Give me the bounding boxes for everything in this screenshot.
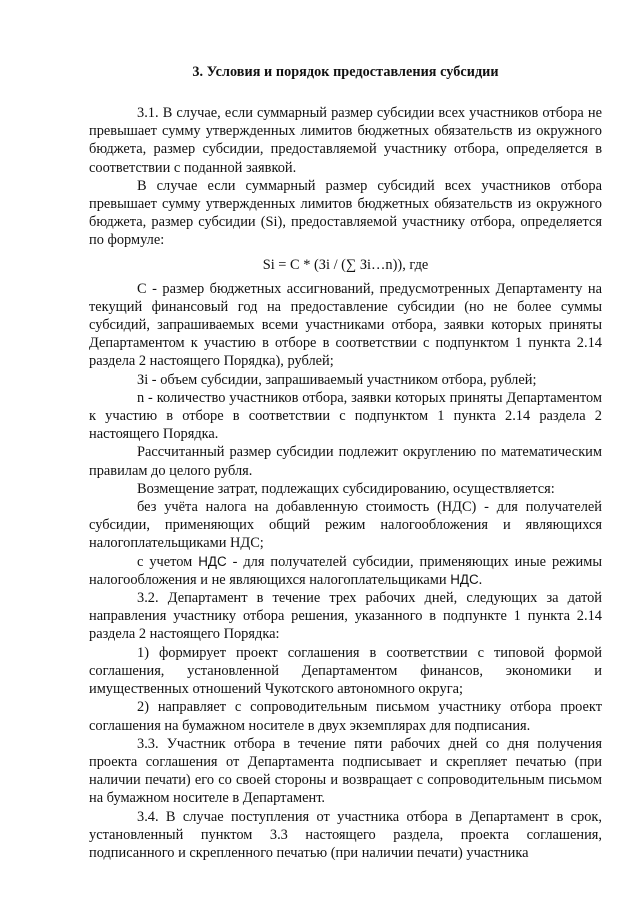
paragraph-3-1: 3.1. В случае, если суммарный размер субсидии всех участников отбора не превышает сумму утвержденных лимитов бюджетных обязательств из окружного бюджета, размер субсидии, предоставляемой участнику отбора, определяется в соответствии с поданной заявкой. xyxy=(89,105,602,176)
definition-zi: Зi - объем субсидии, запрашиваемый участником отбора, рублей; xyxy=(137,371,537,388)
definition-c: С - размер бюджетных ассигнований, предусмотренных Департаменту на текущий финансовый год на предоставление субсидии (но не более суммы субсидий, запрашиваемых всеми участниками отбора, заявки которых приняты Департаментом к участию в отборе в соответствии с подпунктом 1 пункта 2.14 раздела 2 настоящего Порядка), рублей; xyxy=(89,280,602,370)
paragraph-with-vat xyxy=(89,553,602,589)
list-item-1: 1) формирует проект соглашения в соответствии с типовой формой соглашения, установленной Департаментом финансов, экономики и имущественных отношений Чукотского автономного округа; xyxy=(89,644,602,698)
paragraph-3-3: 3.3. Участник отбора в течение пяти рабочих дней со дня получения проекта соглашения от Департамента подписывает и скрепляет печатью (при наличии печати) его со своей стороны и возвращает с сопроводительным письмом на бумажном носителе в Департамент. xyxy=(89,735,602,807)
with-vat-prefix: с учетом xyxy=(137,553,199,570)
subsidy-formula: Si = C * (Зi / (∑ Зi…n)), где xyxy=(262,256,429,273)
paragraph-without-vat: без учёта налога на добавленную стоимость (НДС) - для получателей субсидии, применяющих общий режим налогообложения и являющихся налогоплательщиками НДС; xyxy=(89,499,602,552)
with-vat-text: - для получателей субсидии, применяющих иные режимы налогообложения и не являющихся налогоплательщиками xyxy=(89,553,603,588)
paragraph-exceeds-limit: В случае если суммарный размер субсидий всех участников отбора превышает сумму утвержденных лимитов бюджетных обязательств из окружного бюджета, размер субсидии (Si), предоставляемой участнику отбора, определяется по формуле: xyxy=(89,177,602,249)
paragraph-rounding: Рассчитанный размер субсидии подлежит округлению по математическим правилам до целого рубля. xyxy=(89,444,602,479)
section-heading: 3. Условия и порядок предоставления субсидии xyxy=(192,64,499,80)
with-vat-period: . xyxy=(478,571,483,588)
vat-abbreviation-end: НДС xyxy=(450,571,479,587)
document-body xyxy=(89,104,602,862)
paragraph-3-2: 3.2. Департамент в течение трех рабочих дней, следующих за датой направления участнику отбора решения, указанного в подпункте 1 пункта 2.14 раздела 2 настоящего Порядка: xyxy=(89,590,602,643)
definition-n: n - количество участников отбора, заявки которых приняты Департаментом к участию в отборе в соответствии с подпунктом 1 пункта 2.14 раздела 2 настоящего Порядка. xyxy=(89,389,602,443)
vat-abbreviation: НДС xyxy=(198,553,227,569)
paragraph-reimbursement: Возмещение затрат, подлежащих субсидированию, осуществляется: xyxy=(137,480,555,497)
list-item-2: 2) направляет с сопроводительным письмом участнику отбора проект соглашения на бумажном носителе в двух экземплярах для подписания. xyxy=(89,699,602,734)
paragraph-3-4: 3.4. В случае поступления от участника отбора в Департамент в срок, установленный пунктом 3.3 настоящего раздела, проекта соглашения, подписанного и скрепленного печатью (при наличии печати) участника xyxy=(89,808,602,861)
